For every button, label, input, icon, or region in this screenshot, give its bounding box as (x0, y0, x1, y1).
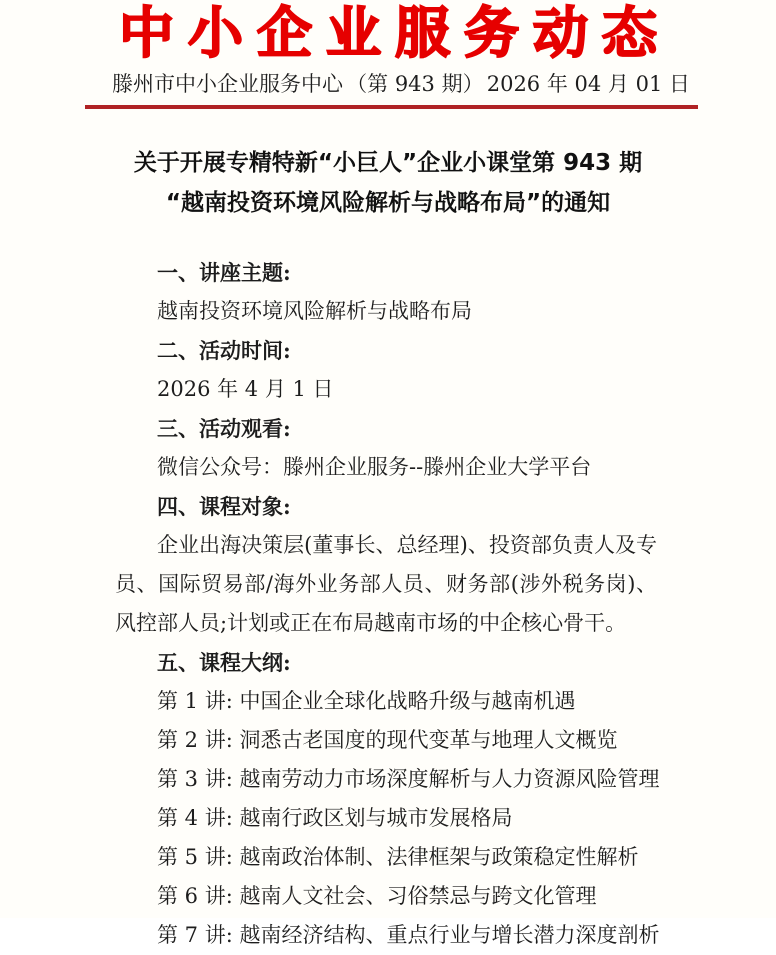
masthead-issue-number: （第 943 期） (346, 72, 484, 96)
audience-line-1: 企业出海决策层(董事长、总经理)、投资部负责人及专 (157, 533, 657, 557)
outline-item-1: 第 1 讲: 中国企业全球化战略升级与越南机遇 (157, 689, 576, 713)
viewing-channel: 微信公众号：滕州企业服务--滕州企业大学平台 (157, 455, 592, 479)
event-date: 2026 年 4 月 1 日 (157, 377, 334, 401)
outline-item-2: 第 2 讲: 洞悉古老国度的现代变革与地理人文概览 (157, 728, 618, 752)
masthead (0, 0, 776, 109)
masthead-issuer: 滕州市中小企业服务中心 (112, 72, 343, 96)
document-title-line2: “越南投资环境风险解析与战略布局”的通知 (165, 190, 611, 216)
outline-item-4: 第 4 讲: 越南行政区划与城市发展格局 (157, 806, 513, 830)
outline-item-6: 第 6 讲: 越南人文社会、习俗禁忌与跨文化管理 (157, 884, 597, 908)
outline-item-5: 第 5 讲: 越南政治体制、法律框架与政策稳定性解析 (157, 845, 639, 869)
document-body (115, 253, 660, 955)
masthead-date: 2026 年 04 月 01 日 (486, 72, 690, 96)
outline-item-7: 第 7 讲: 越南经济结构、重点行业与增长潜力深度剖析 (157, 923, 660, 947)
section-4-heading: 四、课程对象: (157, 494, 291, 519)
lecture-topic: 越南投资环境风险解析与战略布局 (157, 299, 472, 323)
section-5-heading: 五、课程大纲: (157, 650, 291, 675)
audience-line-2: 员、国际贸易部/海外业务部人员、财务部(涉外税务岗)、 (115, 572, 657, 596)
section-3-heading: 三、活动观看: (157, 416, 291, 441)
document-title (0, 143, 776, 223)
section-1-heading: 一、讲座主题: (157, 260, 291, 285)
document-title-line1: 关于开展专精特新“小巨人”企业小课堂第 943 期 (133, 150, 643, 176)
masthead-info-row (112, 72, 690, 96)
masthead-title: 中小企业服务动态 (118, 0, 671, 65)
masthead-rule (85, 105, 698, 109)
outline-item-3: 第 3 讲: 越南劳动力市场深度解析与人力资源风险管理 (157, 767, 660, 791)
audience-line-3: 风控部人员;计划或正在布局越南市场的中企核心骨干。 (115, 611, 627, 635)
section-2-heading: 二、活动时间: (157, 338, 291, 363)
